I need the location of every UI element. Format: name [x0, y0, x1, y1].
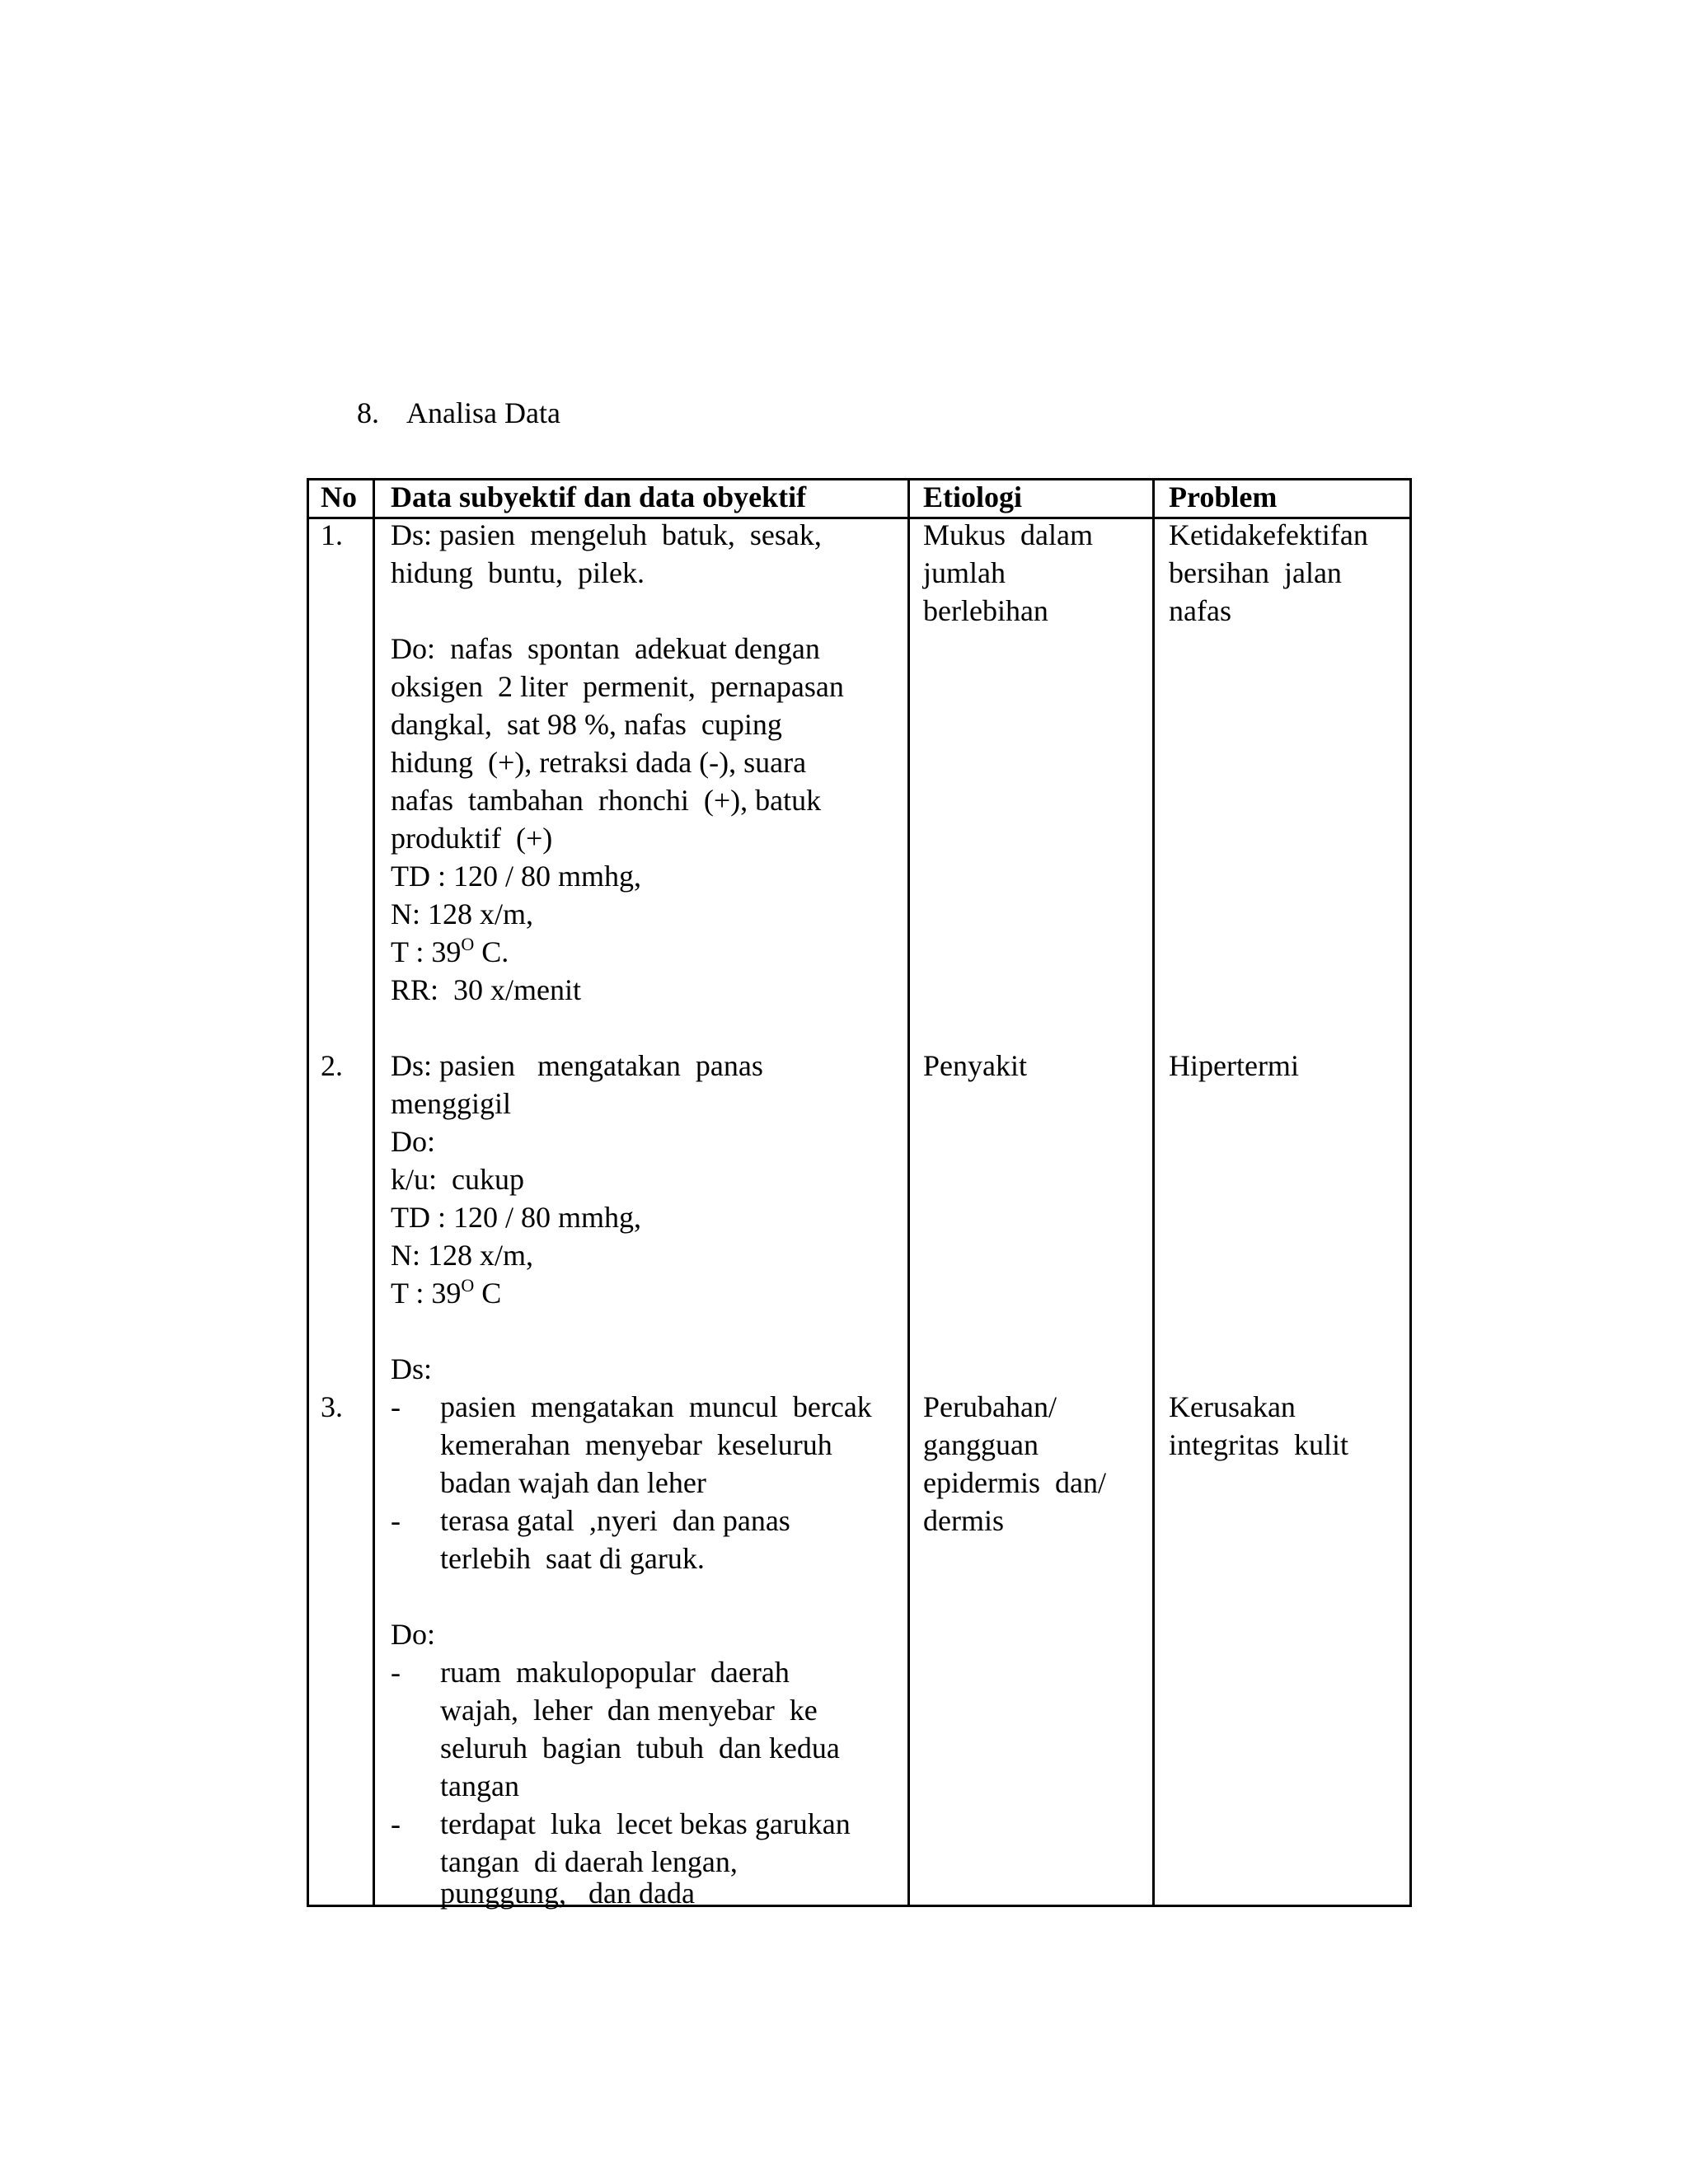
temperature-line: T : $39^O$ C: [391, 1275, 502, 1310]
problem-line: nafas: [1169, 594, 1231, 627]
do-label: Do:: [391, 1618, 435, 1651]
data-line: oksigen 2 liter permenit, pernapasan: [391, 670, 844, 703]
section-heading: [357, 394, 560, 432]
header-problem: Problem: [1169, 480, 1278, 513]
list-line: terdapat luka lecet bekas garukan: [440, 1807, 851, 1840]
list-line: wajah, leher dan menyebar ke: [440, 1694, 818, 1727]
row-number: 2.: [321, 1049, 343, 1082]
row-number: 3.: [321, 1390, 343, 1423]
data-line: N: 128 x/m,: [391, 898, 534, 930]
etiologi-line: jumlah: [923, 556, 1006, 589]
problem-line: Ketidakefektifan: [1169, 518, 1368, 551]
etiologi-line: epidermis dan/: [923, 1466, 1106, 1499]
problem-line: Kerusakan: [1169, 1390, 1296, 1423]
data-line: Do: nafas spontan adekuat dengan: [391, 632, 820, 665]
list-line: ruam makulopopular daerah: [440, 1656, 790, 1689]
bullet-dash: -: [391, 1390, 401, 1423]
problem-line: Hipertermi: [1169, 1049, 1299, 1082]
header-no: No: [321, 480, 357, 513]
data-line: produktif (+): [391, 822, 553, 855]
data-line: TD : 120 / 80 mmhg,: [391, 860, 641, 893]
list-line: terlebih saat di garuk.: [440, 1542, 705, 1575]
data-line: hidung (+), retraksi dada (-), suara: [391, 746, 807, 779]
column-divider: [907, 480, 910, 1905]
data-line: dangkal, sat 98 %, nafas cuping: [391, 708, 782, 741]
list-line: pasien mengatakan muncul bercak: [440, 1390, 872, 1423]
problem-line: integritas kulit: [1169, 1428, 1348, 1461]
bullet-dash: -: [391, 1504, 401, 1537]
list-line: badan wajah dan leher: [440, 1466, 706, 1499]
data-line: Ds: pasien mengeluh batuk, sesak,: [391, 518, 822, 551]
etiologi-line: berlebihan: [923, 594, 1048, 627]
header-etiologi: Etiologi: [923, 480, 1023, 513]
list-line: seluruh bagian tubuh dan kedua: [440, 1732, 840, 1765]
column-divider: [373, 480, 375, 1905]
data-line: Do:: [391, 1125, 435, 1158]
etiologi-line: Perubahan/: [923, 1390, 1057, 1423]
data-line: Ds: pasien mengatakan panas: [391, 1049, 763, 1082]
header-data: Data subyektif dan data obyektif: [391, 480, 807, 513]
list-line: tangan di daerah lengan,: [440, 1845, 738, 1878]
problem-line: bersihan jalan: [1169, 556, 1342, 589]
data-line: k/u: cukup: [391, 1163, 524, 1196]
bullet-dash: -: [391, 1656, 401, 1689]
etiologi-line: gangguan: [923, 1428, 1039, 1461]
data-line: TD : 120 / 80 mmhg,: [391, 1201, 641, 1234]
data-line: menggigil: [391, 1087, 511, 1120]
analysis-table: [307, 478, 1412, 1910]
data-line: N: 128 x/m,: [391, 1239, 534, 1272]
etiologi-line: Penyakit: [923, 1049, 1027, 1082]
list-line: tangan: [440, 1769, 519, 1802]
data-line: RR: 30 x/menit: [391, 973, 582, 1006]
data-line: nafas tambahan rhonchi (+), batuk: [391, 784, 822, 817]
list-line: punggung, dan dada: [440, 1877, 695, 1910]
etiologi-line: dermis: [923, 1504, 1004, 1537]
list-line: terasa gatal ,nyeri dan panas: [440, 1504, 790, 1537]
list-line: kemerahan menyebar keseluruh: [440, 1428, 832, 1461]
column-divider: [1152, 480, 1155, 1905]
bullet-dash: -: [391, 1807, 401, 1840]
section-title: Analisa Data: [406, 396, 560, 429]
row-number: 1.: [321, 518, 343, 551]
etiologi-line: Mukus dalam: [923, 518, 1093, 551]
ds-label: Ds:: [391, 1352, 433, 1385]
data-line: hidung buntu, pilek.: [391, 556, 645, 589]
temperature-line: T : $39^O$ C.: [391, 934, 509, 968]
section-number: 8.: [357, 396, 379, 429]
